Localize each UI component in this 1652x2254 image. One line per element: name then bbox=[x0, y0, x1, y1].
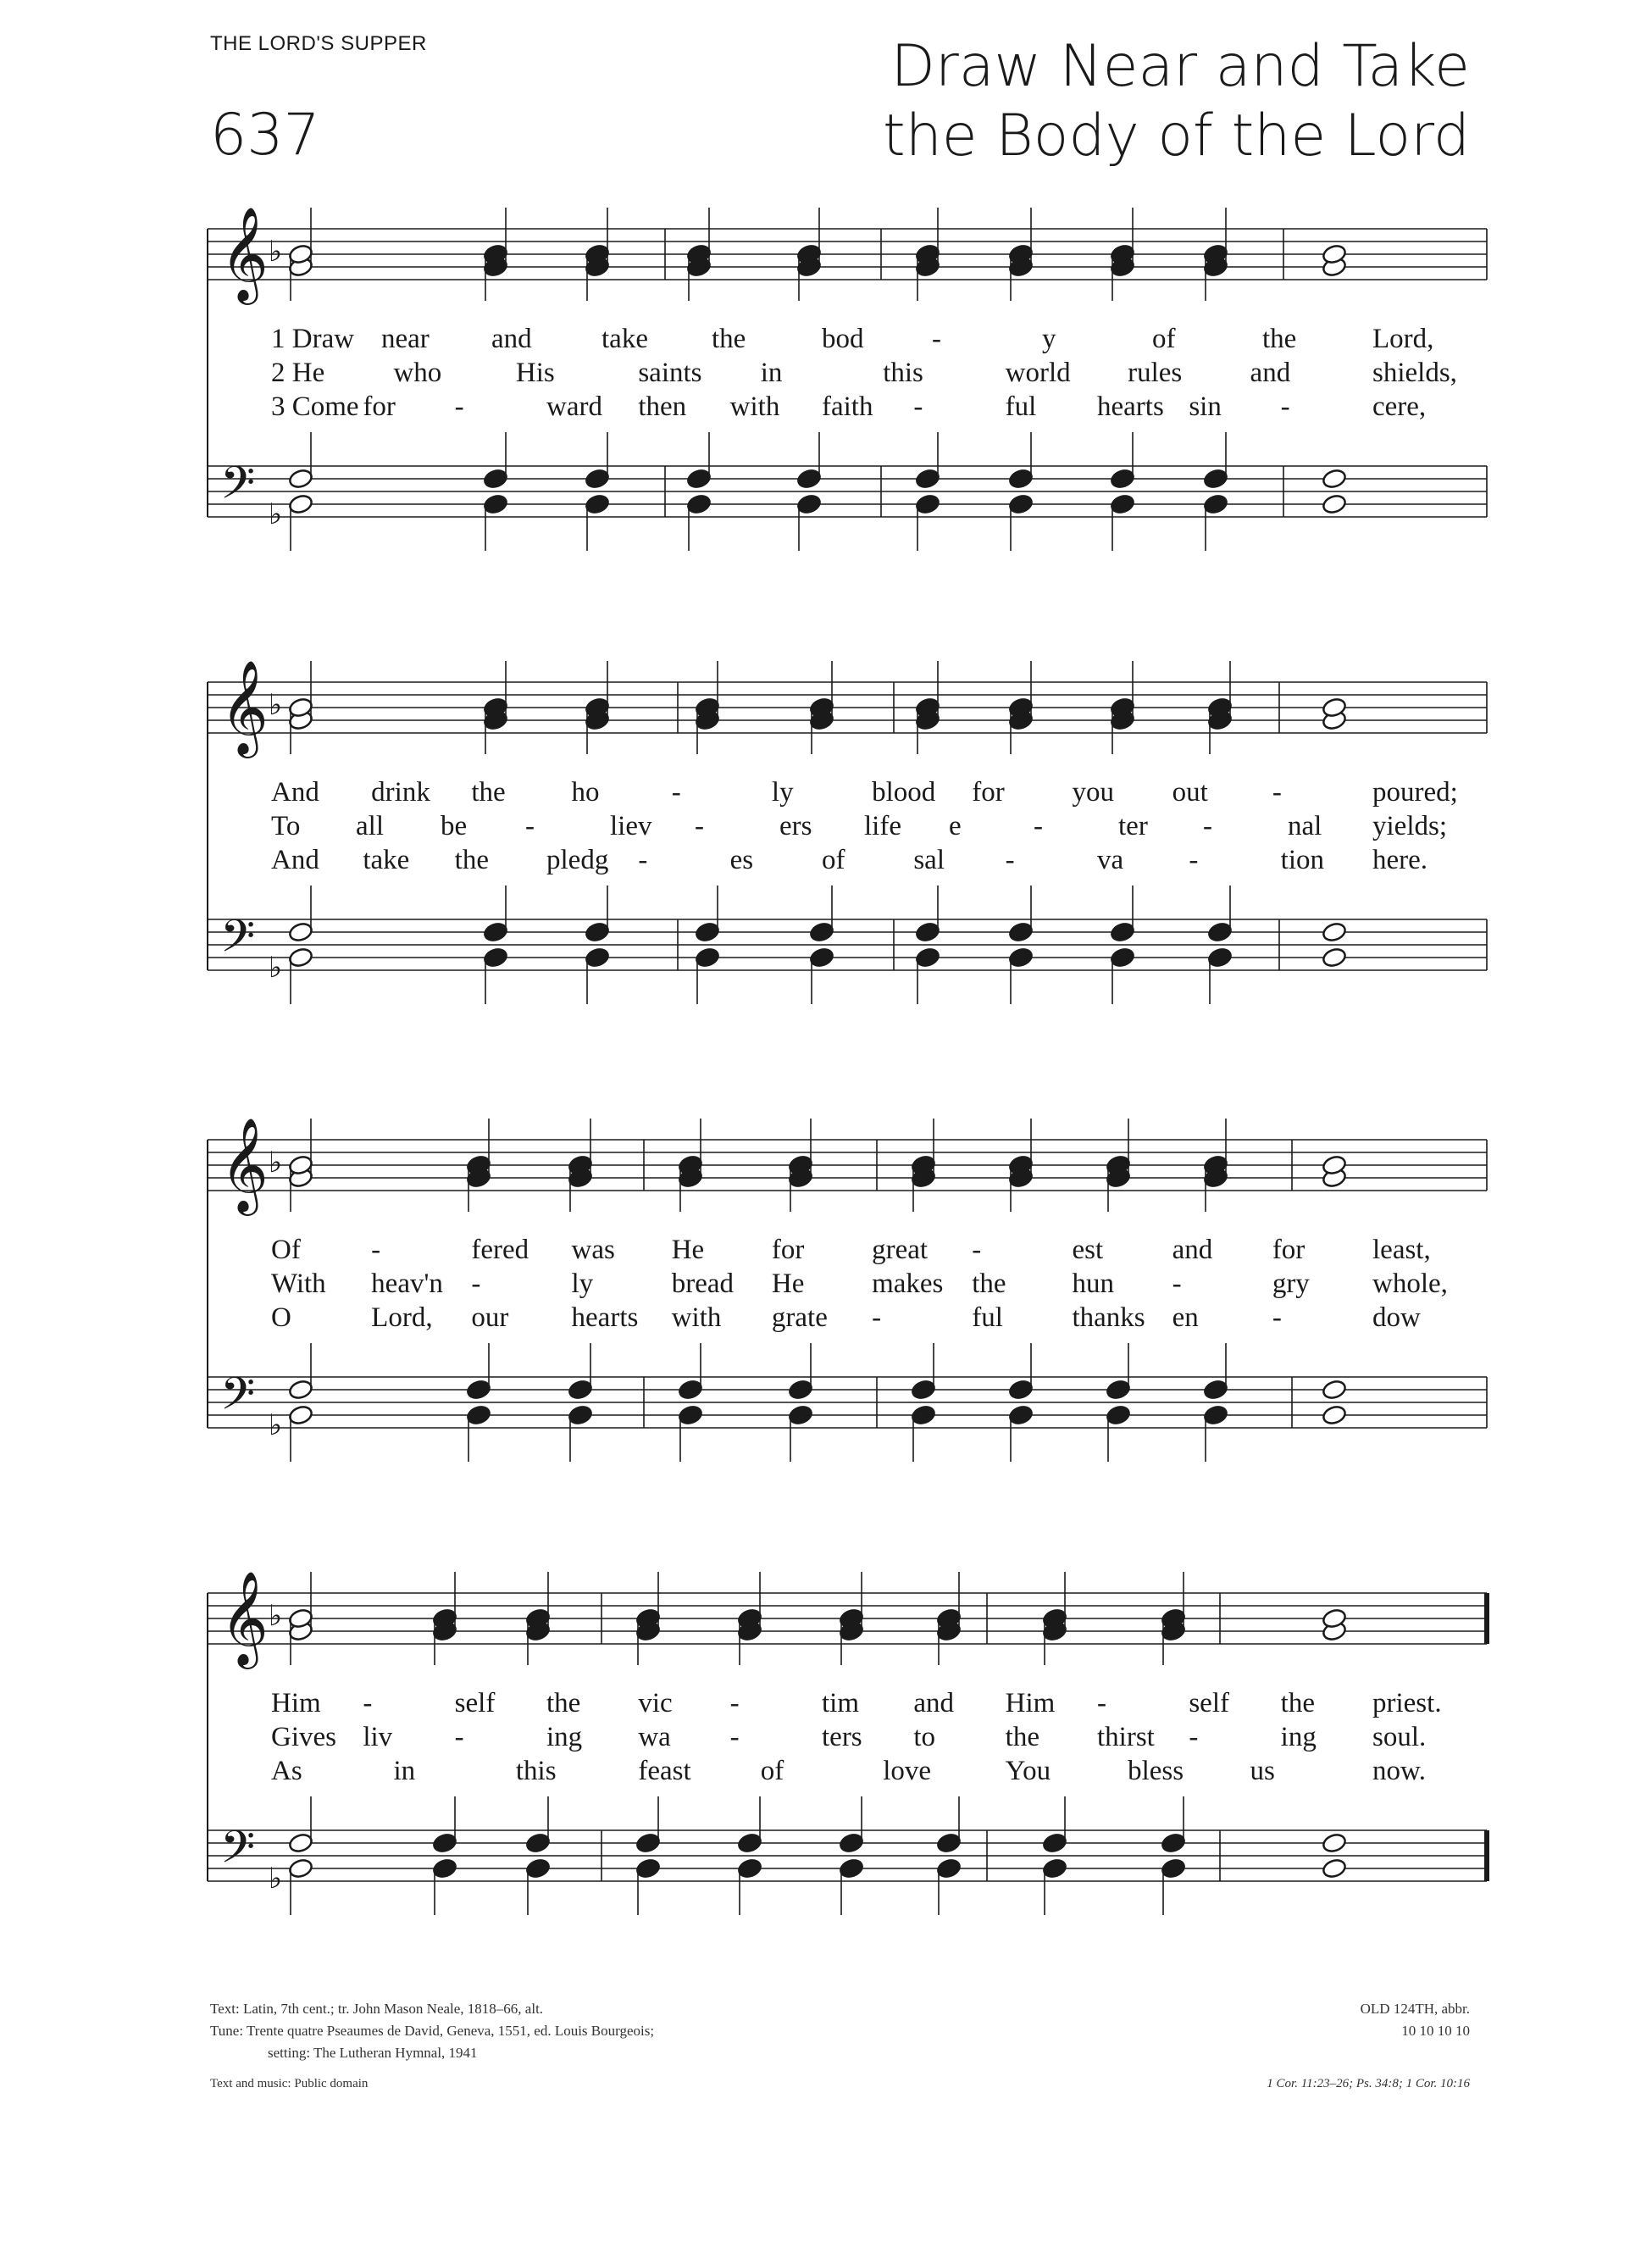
lyric-syllable: with bbox=[729, 391, 780, 422]
lyric-syllable: Him bbox=[271, 1688, 321, 1718]
note-head bbox=[1008, 1379, 1034, 1401]
lyric-syllable: take bbox=[363, 845, 410, 875]
flat-icon: ♭ bbox=[269, 688, 283, 722]
lyric-syllable: With bbox=[271, 1269, 326, 1299]
note-head bbox=[466, 1404, 492, 1426]
flat-icon: ♭ bbox=[269, 497, 283, 531]
note-head bbox=[1110, 493, 1136, 515]
lyric-syllable: and bbox=[1172, 1235, 1213, 1265]
lyrics-verse-3 bbox=[208, 1756, 1487, 1790]
lyric-syllable: world bbox=[1005, 358, 1071, 388]
lyric-syllable: hearts bbox=[1097, 391, 1164, 422]
credits-right bbox=[1267, 1998, 1470, 2095]
lyric-syllable: rules bbox=[1128, 358, 1183, 388]
scripture-refs: 1 Cor. 11:23–26; Ps. 34:8; 1 Cor. 10:16 bbox=[1267, 2077, 1470, 2090]
lyrics-verse-1 bbox=[208, 777, 1487, 811]
lyric-syllable: His bbox=[515, 358, 555, 388]
lyric-syllable: grate bbox=[771, 1302, 828, 1333]
lyric-syllable: fered bbox=[471, 1235, 529, 1265]
flat-icon: ♭ bbox=[269, 1599, 283, 1633]
lyric-syllable: tim bbox=[822, 1688, 860, 1718]
meter: 10 10 10 10 bbox=[1401, 2023, 1470, 2039]
note-head bbox=[737, 1857, 763, 1879]
note-head bbox=[585, 468, 611, 490]
lyric-syllable: whole, bbox=[1372, 1269, 1448, 1299]
hymn-title bbox=[883, 32, 1470, 171]
note-head bbox=[288, 468, 314, 490]
lyric-syllable: nal bbox=[1288, 811, 1322, 841]
note-head bbox=[288, 947, 314, 969]
note-head bbox=[432, 1832, 458, 1854]
lyric-syllable: - bbox=[932, 324, 941, 354]
lyric-syllable: sin bbox=[1189, 391, 1222, 422]
lyric-syllable: ly bbox=[771, 777, 794, 808]
note-head bbox=[1008, 468, 1034, 490]
lyric-syllable: en bbox=[1172, 1302, 1199, 1333]
note-head bbox=[288, 1404, 314, 1426]
note-head bbox=[1207, 947, 1233, 969]
bass-staff bbox=[208, 466, 1487, 517]
lyric-syllable: hun bbox=[1072, 1269, 1114, 1299]
note-head bbox=[915, 921, 941, 943]
lyric-syllable: for bbox=[972, 777, 1005, 808]
note-head bbox=[1008, 1404, 1034, 1426]
lyric-syllable: poured; bbox=[1372, 777, 1458, 808]
lyric-syllable: the bbox=[1005, 1722, 1039, 1752]
lyrics-verse-2 bbox=[208, 358, 1487, 391]
note-head bbox=[288, 921, 314, 943]
lyric-syllable: cere, bbox=[1372, 391, 1427, 422]
note-head bbox=[288, 1832, 314, 1854]
note-head bbox=[788, 1379, 814, 1401]
lyrics-verse-1 bbox=[208, 1235, 1487, 1269]
note-head bbox=[678, 1404, 704, 1426]
note-head bbox=[936, 1857, 962, 1879]
lyric-syllable: dow bbox=[1372, 1302, 1421, 1333]
lyric-syllable: O bbox=[271, 1302, 291, 1333]
lyric-syllable: all bbox=[356, 811, 384, 841]
lyric-syllable: self bbox=[454, 1688, 496, 1718]
lyric-syllable: - bbox=[371, 1235, 381, 1265]
bass-clef-icon: 𝄢 bbox=[220, 911, 256, 974]
title-line-2: the Body of the Lord bbox=[883, 103, 1470, 169]
lyric-syllable: heav'n bbox=[371, 1269, 443, 1299]
lyric-syllable: And bbox=[271, 777, 319, 808]
treble-staff bbox=[208, 1140, 1487, 1191]
note-head bbox=[737, 1832, 763, 1854]
lyric-syllable: liv bbox=[363, 1722, 393, 1752]
note-head bbox=[1110, 947, 1136, 969]
note-head bbox=[695, 921, 721, 943]
lyric-syllable: - bbox=[525, 811, 535, 841]
lyric-syllable: sal bbox=[913, 845, 945, 875]
note-head bbox=[1203, 468, 1229, 490]
lyric-syllable: priest. bbox=[1372, 1688, 1442, 1718]
lyric-syllable: and bbox=[1250, 358, 1291, 388]
lyrics-verse-1 bbox=[208, 324, 1487, 358]
lyric-syllable: ing bbox=[1280, 1722, 1317, 1752]
lyric-syllable: As bbox=[271, 1756, 302, 1786]
lyric-syllable: us bbox=[1250, 1756, 1275, 1786]
lyric-syllable: 3 Come bbox=[271, 391, 359, 422]
lyric-syllable: - bbox=[671, 777, 681, 808]
note-head bbox=[839, 1832, 865, 1854]
lyric-syllable: here. bbox=[1372, 845, 1428, 875]
lyric-syllable: the bbox=[546, 1688, 581, 1718]
lyric-syllable: - bbox=[872, 1302, 882, 1333]
bass-clef-icon: 𝄢 bbox=[220, 458, 256, 520]
lyric-syllable: ful bbox=[972, 1302, 1003, 1333]
lyric-syllable: and bbox=[913, 1688, 954, 1718]
treble-clef-icon: 𝄞 bbox=[220, 1570, 269, 1665]
lyric-syllable: to bbox=[913, 1722, 935, 1752]
lyric-syllable: great bbox=[872, 1235, 929, 1265]
lyric-syllable: liev bbox=[610, 811, 652, 841]
lyric-syllable: - bbox=[1097, 1688, 1106, 1718]
note-head bbox=[796, 468, 823, 490]
lyrics-verse-2 bbox=[208, 811, 1487, 845]
flat-icon: ♭ bbox=[269, 1862, 283, 1896]
note-head bbox=[796, 493, 823, 515]
lyric-syllable: You bbox=[1005, 1756, 1051, 1786]
note-head bbox=[635, 1857, 662, 1879]
lyric-syllable: 2 He bbox=[271, 358, 325, 388]
lyric-syllable: in bbox=[393, 1756, 416, 1786]
note-head bbox=[466, 1379, 492, 1401]
lyrics-verse-3 bbox=[208, 845, 1487, 879]
note-head bbox=[788, 1404, 814, 1426]
note-head bbox=[568, 1379, 594, 1401]
lyric-syllable: - bbox=[1034, 811, 1043, 841]
lyric-syllable: thanks bbox=[1072, 1302, 1145, 1333]
lyrics-verse-3 bbox=[208, 391, 1487, 425]
music-system-3 bbox=[208, 1114, 1487, 1453]
lyric-syllable: Gives bbox=[271, 1722, 336, 1752]
bass-clef-icon: 𝄢 bbox=[220, 1368, 256, 1431]
note-head bbox=[1106, 1404, 1132, 1426]
note-head bbox=[1008, 493, 1034, 515]
note-head bbox=[568, 1404, 594, 1426]
tune-credit: Tune: Trente quatre Pseaumes de David, Geneva, 1551, ed. Louis Bourgeois; bbox=[210, 2023, 655, 2039]
note-head bbox=[525, 1857, 552, 1879]
lyrics-verse-1 bbox=[208, 1688, 1487, 1722]
lyric-syllable: - bbox=[972, 1235, 982, 1265]
credits-left bbox=[210, 1998, 654, 2095]
note-head bbox=[1110, 921, 1136, 943]
note-head bbox=[483, 921, 509, 943]
lyric-syllable: ly bbox=[571, 1269, 594, 1299]
lyric-syllable: va bbox=[1097, 845, 1124, 875]
lyric-syllable: - bbox=[363, 1688, 373, 1718]
lyric-syllable: ers bbox=[779, 811, 812, 841]
lyric-syllable: and bbox=[491, 324, 532, 354]
lyric-syllable: ters bbox=[822, 1722, 862, 1752]
lyric-syllable: for bbox=[771, 1235, 805, 1265]
note-head bbox=[1207, 921, 1233, 943]
lyric-syllable: least, bbox=[1372, 1235, 1431, 1265]
lyric-syllable: - bbox=[1272, 1302, 1282, 1333]
lyric-syllable: near bbox=[381, 324, 430, 354]
note-head bbox=[695, 947, 721, 969]
note-head bbox=[1322, 1379, 1348, 1401]
note-head bbox=[809, 947, 835, 969]
lyric-syllable: now. bbox=[1372, 1756, 1426, 1786]
note-head bbox=[1203, 1404, 1229, 1426]
note-head bbox=[432, 1857, 458, 1879]
lyric-syllable: ing bbox=[546, 1722, 583, 1752]
lyric-syllable: the bbox=[972, 1269, 1006, 1299]
lyric-syllable: To bbox=[271, 811, 301, 841]
treble-staff bbox=[208, 682, 1487, 733]
lyric-syllable: - bbox=[471, 1269, 481, 1299]
lyric-syllable: thirst bbox=[1097, 1722, 1155, 1752]
note-head bbox=[1203, 1379, 1229, 1401]
text-credit: Text: Latin, 7th cent.; tr. John Mason Neale, 1818–66, alt. bbox=[210, 2001, 544, 2017]
lyric-syllable: for bbox=[363, 391, 396, 422]
lyric-syllable: - bbox=[454, 391, 464, 422]
note-head bbox=[1203, 493, 1229, 515]
lyric-syllable: feast bbox=[638, 1756, 691, 1786]
note-head bbox=[911, 1404, 937, 1426]
note-head bbox=[1161, 1857, 1187, 1879]
note-head bbox=[686, 468, 712, 490]
lyric-syllable: e bbox=[949, 811, 962, 841]
note-head bbox=[1008, 921, 1034, 943]
note-head bbox=[1322, 1857, 1348, 1879]
note-head bbox=[678, 1379, 704, 1401]
lyric-syllable: y bbox=[1042, 324, 1056, 354]
note-head bbox=[1110, 468, 1136, 490]
lyric-syllable: gry bbox=[1272, 1269, 1310, 1299]
flat-icon: ♭ bbox=[269, 1146, 283, 1180]
note-head bbox=[1106, 1379, 1132, 1401]
note-head bbox=[525, 1832, 552, 1854]
lyric-syllable: - bbox=[454, 1722, 464, 1752]
note-head bbox=[911, 1379, 937, 1401]
lyric-syllable: of bbox=[822, 845, 845, 875]
lyric-syllable: Lord, bbox=[1372, 324, 1434, 354]
lyric-syllable: makes bbox=[872, 1269, 944, 1299]
lyric-syllable: ter bbox=[1118, 811, 1148, 841]
lyrics-verse-2 bbox=[208, 1722, 1487, 1756]
lyric-syllable: then bbox=[638, 391, 687, 422]
lyric-syllable: bless bbox=[1128, 1756, 1184, 1786]
treble-clef-icon: 𝄞 bbox=[220, 659, 269, 754]
note-head bbox=[1161, 1832, 1187, 1854]
flat-icon: ♭ bbox=[269, 235, 283, 269]
lyric-syllable: with bbox=[671, 1302, 722, 1333]
note-head bbox=[809, 921, 835, 943]
music-system-1 bbox=[208, 203, 1487, 542]
lyric-syllable: blood bbox=[872, 777, 936, 808]
lyric-syllable: life bbox=[864, 811, 901, 841]
note-head bbox=[483, 947, 509, 969]
lyric-syllable: He bbox=[771, 1269, 805, 1299]
hymn-number: 637 bbox=[210, 102, 320, 169]
note-head bbox=[1322, 493, 1348, 515]
lyric-syllable: - bbox=[1272, 777, 1282, 808]
treble-clef-icon: 𝄞 bbox=[220, 1117, 269, 1212]
lyric-syllable: this bbox=[515, 1756, 557, 1786]
note-head bbox=[839, 1857, 865, 1879]
note-head bbox=[915, 468, 941, 490]
note-head bbox=[1322, 1832, 1348, 1854]
note-head bbox=[1322, 468, 1348, 490]
note-head bbox=[915, 947, 941, 969]
lyric-syllable: the bbox=[454, 845, 489, 875]
lyric-syllable: vic bbox=[638, 1688, 673, 1718]
lyric-syllable: Him bbox=[1005, 1688, 1056, 1718]
lyric-syllable: - bbox=[1280, 391, 1290, 422]
note-head bbox=[585, 921, 611, 943]
lyric-syllable: tion bbox=[1280, 845, 1324, 875]
lyric-syllable: Of bbox=[271, 1235, 301, 1265]
section-heading: THE LORD'S SUPPER bbox=[210, 32, 427, 55]
lyric-syllable: faith bbox=[822, 391, 873, 422]
tune-name: OLD 124TH, abbr. bbox=[1360, 2001, 1470, 2017]
lyric-syllable: love bbox=[883, 1756, 932, 1786]
bass-staff bbox=[208, 919, 1487, 970]
lyric-syllable: He bbox=[671, 1235, 705, 1265]
lyric-syllable: the bbox=[471, 777, 506, 808]
note-head bbox=[1322, 1404, 1348, 1426]
treble-staff bbox=[208, 229, 1487, 280]
lyric-syllable: - bbox=[1189, 845, 1199, 875]
lyric-syllable: ful bbox=[1005, 391, 1037, 422]
note-head bbox=[483, 493, 509, 515]
lyric-syllable: the bbox=[712, 324, 746, 354]
lyric-syllable: shields, bbox=[1372, 358, 1457, 388]
lyric-syllable: self bbox=[1189, 1688, 1229, 1718]
lyrics-verse-3 bbox=[208, 1302, 1487, 1336]
lyric-syllable: - bbox=[729, 1688, 740, 1718]
note-head bbox=[288, 1857, 314, 1879]
note-head bbox=[1042, 1857, 1068, 1879]
lyric-syllable: out bbox=[1172, 777, 1208, 808]
lyric-syllable: this bbox=[883, 358, 923, 388]
lyric-syllable: est bbox=[1072, 1235, 1104, 1265]
copyright: Text and music: Public domain bbox=[210, 2077, 369, 2090]
lyric-syllable: of bbox=[1152, 324, 1176, 354]
lyric-syllable: - bbox=[1005, 845, 1015, 875]
lyric-syllable: - bbox=[638, 845, 648, 875]
lyric-syllable: bod bbox=[822, 324, 864, 354]
lyric-syllable: es bbox=[729, 845, 754, 875]
lyric-syllable: soul. bbox=[1372, 1722, 1427, 1752]
note-head bbox=[1322, 947, 1348, 969]
lyric-syllable: the bbox=[1262, 324, 1297, 354]
lyric-syllable: of bbox=[760, 1756, 784, 1786]
lyric-syllable: for bbox=[1272, 1235, 1306, 1265]
note-head bbox=[915, 493, 941, 515]
lyric-syllable: - bbox=[1189, 1722, 1199, 1752]
lyric-syllable: yields; bbox=[1372, 811, 1447, 841]
lyric-syllable: Lord, bbox=[371, 1302, 433, 1333]
title-line-1: Draw Near and Take bbox=[890, 33, 1470, 100]
lyric-syllable: be bbox=[441, 811, 468, 841]
note-head bbox=[635, 1832, 662, 1854]
lyric-syllable: was bbox=[571, 1235, 615, 1265]
lyric-syllable: in bbox=[760, 358, 783, 388]
lyric-syllable: you bbox=[1072, 777, 1114, 808]
music-system-4 bbox=[208, 1568, 1487, 1907]
note-head bbox=[585, 493, 611, 515]
lyric-syllable: hearts bbox=[571, 1302, 639, 1333]
lyric-syllable: ward bbox=[546, 391, 602, 422]
bass-staff bbox=[208, 1377, 1487, 1428]
lyric-syllable: - bbox=[1172, 1269, 1182, 1299]
lyric-syllable: - bbox=[913, 391, 923, 422]
lyric-syllable: our bbox=[471, 1302, 509, 1333]
lyric-syllable: the bbox=[1280, 1688, 1315, 1718]
note-head bbox=[288, 1379, 314, 1401]
lyric-syllable: - bbox=[695, 811, 704, 841]
note-head bbox=[1008, 947, 1034, 969]
lyric-syllable: - bbox=[729, 1722, 740, 1752]
flat-icon: ♭ bbox=[269, 1408, 283, 1442]
note-head bbox=[483, 468, 509, 490]
lyric-syllable: wa bbox=[638, 1722, 671, 1752]
lyric-syllable: who bbox=[393, 358, 442, 388]
lyric-syllable: drink bbox=[371, 777, 430, 808]
lyric-syllable: pledg bbox=[546, 845, 609, 875]
lyrics-verse-2 bbox=[208, 1269, 1487, 1302]
lyric-syllable: 1 Draw bbox=[271, 324, 355, 354]
note-head bbox=[288, 493, 314, 515]
setting-credit: setting: The Lutheran Hymnal, 1941 bbox=[268, 2045, 478, 2061]
bass-clef-icon: 𝄢 bbox=[220, 1822, 256, 1885]
lyric-syllable: ho bbox=[571, 777, 600, 808]
flat-icon: ♭ bbox=[269, 951, 283, 985]
lyric-syllable: take bbox=[601, 324, 648, 354]
lyric-syllable: - bbox=[1203, 811, 1212, 841]
note-head bbox=[585, 947, 611, 969]
note-head bbox=[1042, 1832, 1068, 1854]
note-head bbox=[686, 493, 712, 515]
note-head bbox=[936, 1832, 962, 1854]
lyric-syllable: And bbox=[271, 845, 319, 875]
lyric-syllable: saints bbox=[638, 358, 702, 388]
note-head bbox=[1322, 921, 1348, 943]
treble-clef-icon: 𝄞 bbox=[220, 206, 269, 301]
lyric-syllable: bread bbox=[671, 1269, 735, 1299]
music-system-2 bbox=[208, 657, 1487, 996]
